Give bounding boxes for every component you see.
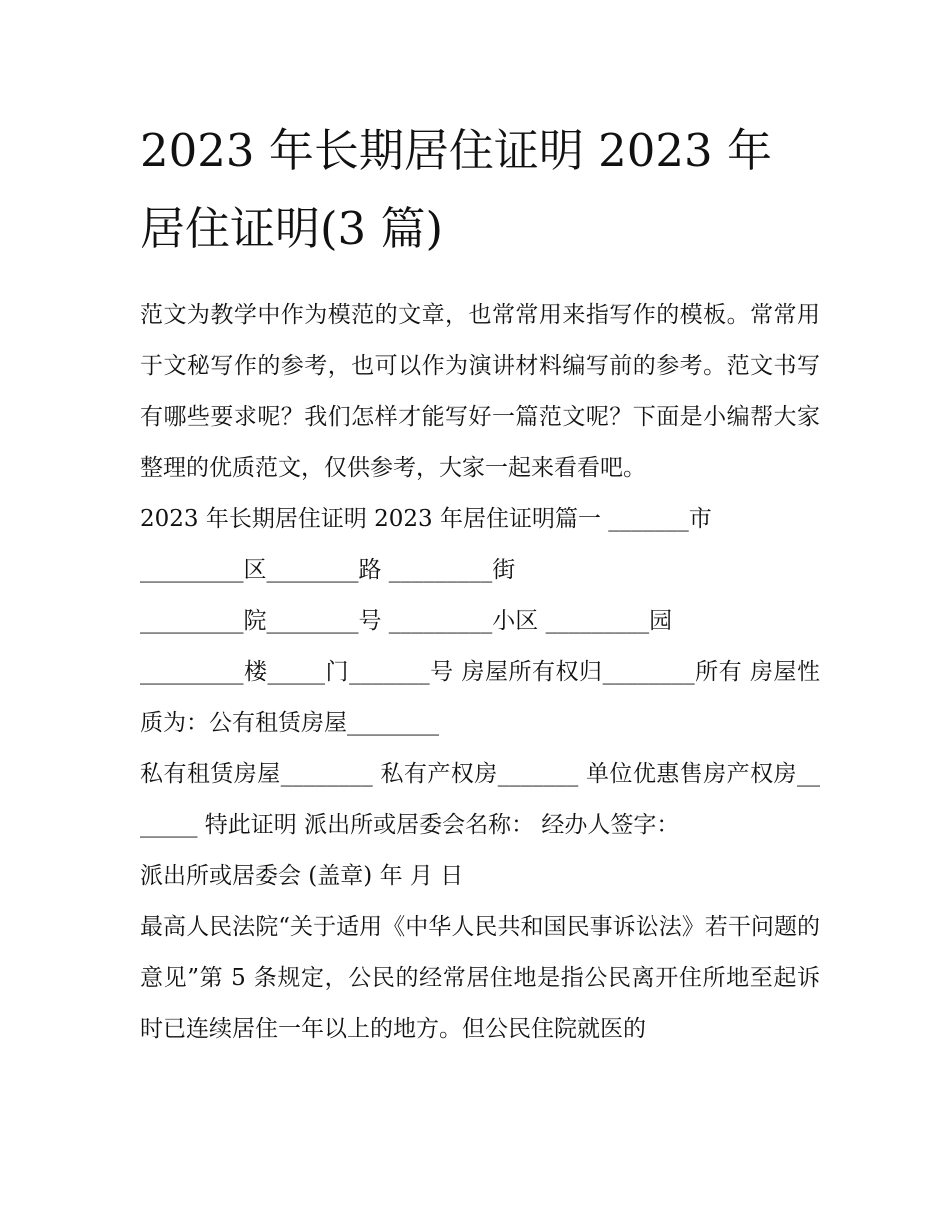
address-line-district: _________区________路 _________街 (140, 557, 516, 583)
document-body (140, 290, 820, 1055)
ownership-paragraph: _________楼_____门_______号 房屋所有权归________所有 房屋性质为：公有租赁房屋________ (140, 659, 820, 736)
legal-basis-paragraph: 最高人民法院“关于适用《中华人民共和国民事诉讼法》若干问题的意见”第 5 条规定，公民的经常居住地是指公民离开住所地至起诉时已连续居住一年以上的地方。但公民住院就医的 (140, 914, 820, 1042)
intro-paragraph: 范文为教学中作为模范的文章，也常常用来指写作的模板。常常用于文秘写作的参考，也可以作为演讲材料编写前的参考。范文书写有哪些要求呢？我们怎样才能写好一篇范文呢？下面是小编帮大家整理的优质范文，仅供参考，大家一起来看看吧。 (140, 302, 820, 481)
seal-date-line: 派出所或居委会 (盖章) 年 月 日 (140, 863, 464, 889)
document-page (140, 112, 820, 1055)
address-line-compound: _________院________号 _________小区 _________园 (140, 608, 673, 634)
document-title (140, 112, 820, 268)
title-line-2: 居住证明(3 篇) (140, 202, 444, 255)
certificate-heading-line: 2023 年长期居住证明 2023 年居住证明篇一 _______市 (140, 506, 712, 532)
property-type-paragraph: 私有租赁房屋________ 私有产权房_______ 单位优惠售房产权房_______ 特此证明 派出所或居委会名称： 经办人签字： (140, 761, 820, 838)
title-line-1: 2023 年长期居住证明 2023 年 (140, 124, 772, 177)
